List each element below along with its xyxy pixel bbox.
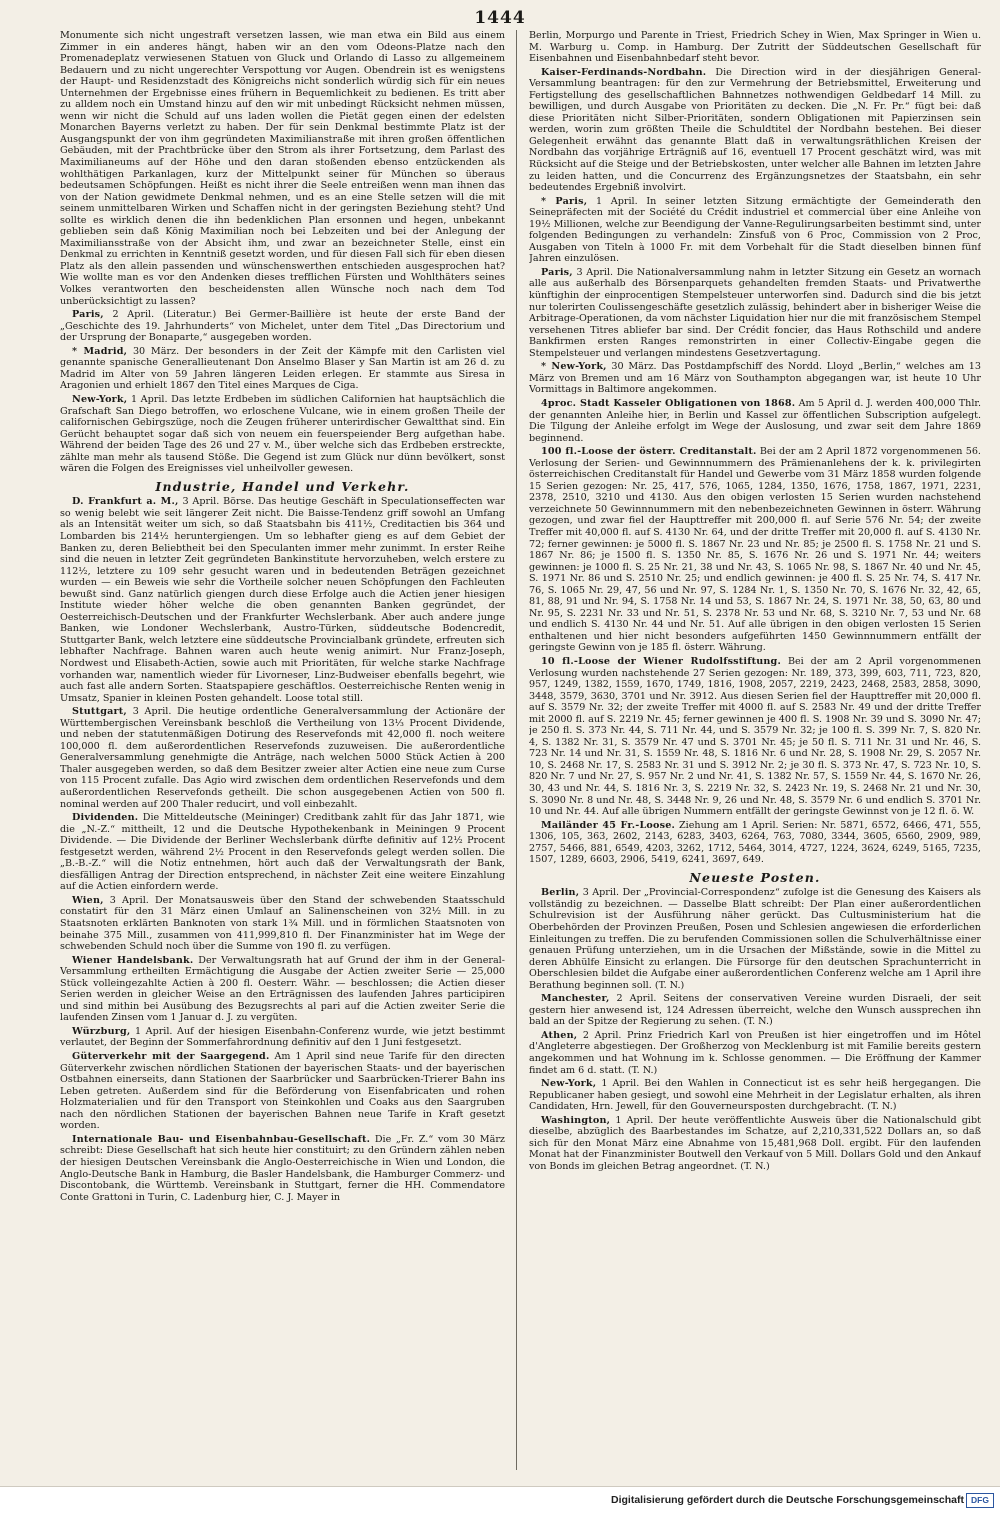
article-text: 2 April. Seitens der conservativen Vereine wurden Disraeli, der seit gestern hier anwesend ist, 124 Adressen überreicht, welche den Wunsch aussprechen ihn bald an der Spitze der Regierung zu sehen. (T. N.) [529, 993, 981, 1028]
dateline: Wiener Handelsbank. [72, 954, 194, 966]
article-newyork-wahlen [529, 1078, 981, 1113]
dateline: New-York, [541, 1078, 597, 1090]
article-washington [529, 1115, 981, 1173]
left-column [60, 30, 505, 1478]
article-text: 1 April. Der heute veröffentlichte Ausweis über die Nationalschuld gibt dieselbe, abzüglich des Baarbestandes im Schatze, auf 2,210,331,522 Dollars an, so daß sich für den Monat März eine Abnahme von 15,481,968 Doll. ergibt. Für den laufenden Monat hat der Finanzminister Boutwell den Verkauf von 5 Mill. Dollars Gold und den Ankauf von Bonds im gleichen Betrag angeordnet. (T. N.) [529, 1114, 981, 1172]
article-kassel [529, 398, 981, 444]
article-text: 30 März. Der besonders in der Zeit der Kämpfe mit den Carlisten viel genannte spanische Generallieutenant Don Anselmo Blaser y San Martin ist am 26 d. zu Madrid im Alter von 59 Jahren längeren Leiden erlegen. Er stammte aus Siresa in Aragonien und erhielt 1867 den Titel eines Marques de Ciga. [60, 345, 505, 392]
article-newyork-erdbeben [60, 394, 505, 475]
dateline: 4proc. Stadt Kasseler Obligationen von 1868. [541, 397, 796, 409]
article-text: Die Mitteldeutsche (Meininger) Creditbank zahlt für das Jahr 1871, wie die „N.-Z.“ mittheilt, 12 und die Deutsche Hypothekenbank in Meiningen 9 Procent Dividende. — Die Dividende der Berliner Wechslerbank dürfte definitiv auf 12½ Procent festgesetzt werden, während 2½ Procent in den Reservefonds gelegt werden sollen. Die „B.-B.-Z.“ will die Notiz entnehmen, hört auch daß der Verwaltungsrath der Bank, diesfälligen Antrag der Direction entsprechend, in nächster Zeit eine weitere Einzahlung auf die Actien einfordern werde. [60, 812, 505, 893]
article-wuerzburg [60, 1026, 505, 1049]
dateline: Mailänder 45 Fr.-Loose. [541, 819, 676, 831]
article-paris-anleihe [529, 196, 981, 265]
dateline: Würzburg, [72, 1025, 131, 1037]
article-text: 3 April. Börse. Das heutige Geschäft in Speculationseffecten war so wenig belebt wie seit längerer Zeit nicht. Die Baisse-Tendenz griff sowohl an Umfang als an Intensität weiter um sich, so daß Staatsbahn bis 411½, Creditactien bis 364 und Lombarden bis 214½ heruntergiengen. Um so lebhafter gieng es auf dem Gebiet der Banken zu, deren Beliebtheit bei den Speculanten immer mehr zunimmt. In erster Reihe sind die neuen in letzter Zeit gegründeten Bankinstitute hervorzuheben, welch erstere zu 112½, letztere zu 109 sehr gesucht waren und in bedeutenden Beträgen gezeichnet wurden — ein Beweis wie sehr die Vortheile solcher neuen Schöpfungen den Fachleuten bewußt sind. Ganz natürlich giengen durch diese Erfolge auch die Actien jener hiesigen Institute wieder höher welche die oben genannten Banken gegründet, der Oesterreichisch-Deutschen und der Frankfurter Wechslerbank. Aber auch andere junge Banken, wie Londoner Wechslerbank, Austro-Türken, süddeutsche Bodencredit, Stuttgarter Bank, welch letztere eine süddeutsche Provincialbank gründete, erfreuten sich lebhafter Nachfrage. Bahnen waren auch heute wenig animirt. Nur Franz-Joseph, Nordwest und Elisabeth-Actien, sowie auch mit Prioritäten, für welche starke Nachfrage vorhanden war, namentlich wieder für Livorneser, Linz-Budweiser ebenfalls begehrt, wie auch fast alle andern Sorten. Staatspapiere geschäftlos. Oesterreichische Renten wenig in Umsatz, Spanier in kleinen Posten gehandelt. Loose total still. [60, 496, 505, 704]
section-heading-neueste: Neueste Posten. [689, 869, 821, 885]
article-berlin [529, 887, 981, 991]
article-text: Ziehung am 1 April. Serien: Nr. 5871, 6572, 6466, 471, 555, 1306, 105, 363, 2602, 2143, 6283, 3403, 6264, 763, 7080, 3344, 3605, 6560, 2909, 989, 2757, 5466, 881, 6549, 4203, 3262, 1712, 5464, 3014, 4727, 1224, 3624, 6249, 5165, 7235, 1507, 1289, 6603, 2906, 5419, 6241, 3697, 649. [529, 819, 981, 866]
article-mailaender [529, 820, 981, 866]
dateline: Athen, [541, 1029, 578, 1041]
article-dividenden [60, 812, 505, 893]
article-text: 3 April. Die Nationalversammlung nahm in letzter Sitzung ein Gesetz an wornach alle aus außerhalb des Börsenparquets gehandelten fremden Staats- und Privatwerthe künftighin der einprocentigen Stempelsteuer unterworfen sind. Dadurch sind die bis jetzt nur tolerirten Coulissengeschäfte gesetzlich zulässig, behindert aber in bisheriger Weise die Arbitrage-Operationen, da vom nächster Liquidation hier nur die mit französischem Stempel versehenen Titres abliefer bar sind. Der Crédit foncier, das Haus Rothschild und andere Bankfirmen ersten Ranges remonstrirten in einer Collectiv-Eingabe gegen die Stempelsteuer und verlangen mindestens Gesetzvertagung. [529, 266, 981, 359]
footer-credit: Digitalisierung gefördert durch die Deutsche Forschungsgemeinschaft [611, 1494, 964, 1506]
article-monument-cont: Monumente sich nicht ungestraft versetzen lassen, wie man etwa ein Bild aus einem Zimmer in ein anderes hängt, haben wir an den vom Odeons-Platze nach den Promenadeplatz verwiesenen Statuen von Gluck und Orlando di Lasso zu allgemeinem Bedauern und zu nicht ungerechter Verspottung vor Augen. Obendrein ist es wenigstens der Haupt- und Residenzstadt des Königreichs nicht sonderlich würdig sich für ein neues Unternehmen der Ergebnisse eines frühern in Bequemlichkeit zu bedienen. Es tritt aber zu alldem noch ein Umstand hinzu auf den wir mit unbedingt Rücksicht nehmen müssen, wenn wir nicht die Schuld auf uns laden wollen die Pietät gegen einen der edelsten Monarchen Bayerns verletzt zu haben. Der für sein Denkmal bestimmte Platz ist der Ausgangspunkt der von ihm gegründeten Maximilianstraße mit ihren großen öffentlichen Gebäuden, mit der Prachtbrücke über den Strom als ihrer Fortsetzung, dem Parlast des Maximilianeums auf der Höhe und den daran stoßenden ebenso entzückenden als wohlthätigen Parkanlagen, kurz der Mittelpunkt seiner für München so überaus bedeutsamen Schöpfungen. Heißt es nicht ihrer die Seele entreißen wenn man ihnen das von der Nation gewidmete Denkmal nehmen, und es an eine Stelle setzen will die mit seinem unmittelbaren Wirken und Schaffen nicht in der geringsten Beziehung steht? Und sollte es wirklich denen die ihn bedenklichen Plan ersonnen und hegen, unbekannt geblieben sein daß König Maximilian noch bei Lebzeiten und bei der Anlegung der Maximiliansstraße von der Absicht ihm, und zwar an bezeichneter Stelle, einst ein Denkmal zu errichten in Kenntniß gesetzt worden, und für diesen Fall sich für eben diesen Platz als den allein passenden und wünschenswerthen entschieden ausgesprochen hat? Wie wollte man es vor den Andenken dieses trefflichen Fürsten und Wohlthäters seines Volkes verantworten den bescheidensten allen Wünsche noch nach dem Tod unberücksichtigt zu lassen? [60, 30, 505, 307]
article-text: Der Verwaltungsrath hat auf Grund der ihm in der General-Versammlung ertheilten Ermächtigung die Ausgabe der Actien zweiter Serie — 25,000 Stück volleingezahlte Actien à 200 fl. Oesterr. Währ. — beschlossen; die Actien dieser Serien werden in gleicher Weise an den Erträgnissen des laufenden Jahres participiren und sind mithin bei Ausübung des Bezugsrechts al pari auf die Actien zweiter Serie die laufenden Zinsen vom 1 Januar d. J. zu vergüten. [60, 954, 505, 1024]
article-text: Am 1 April sind neue Tarife für den directen Güterverkehr zwischen nördlichen Stationen der bayerischen Staats- und der bayerischen Ostbahnen einerseits, dann Stationen der Saarbrücker und Saarbrücken-Trierer Bahn ins Leben getreten. Außerdem sind für die Beförderung von Eisenfabricaten und rohen Holzmaterialien und für den Transport von Steinkohlen und Coaks aus den Saargruben nach den nördlichen Stationen der bayerischen Bahnen neue Tarife in Kraft gesetzt worden. [60, 1051, 505, 1132]
article-text: Am 5 April d. J. werden 400,000 Thlr. der genannten Anleihe hier, in Berlin und Kassel zur öffentlichen Subscription aufgelegt. Die Tilgung der Anleihe erfolgt im Wege der Auslosung, und zwar seit dem Jahre 1869 beginnend. [529, 397, 981, 444]
dateline: Berlin, [541, 887, 580, 899]
article-text: 3 April. Der „Provincial-Correspondenz“ zufolge ist die Genesung des Kaisers als vollständig zu bezeichnen. — Dasselbe Blatt schreibt: Der Plan einer außerordentlichen Schulrevision ist der Ausführung näher gerückt. Das Cultusministerium hat die Oberbehörden der Provinzen Preußen, Posen und Schlesien angewiesen die erforderlichen Einleitungen zu treffen. Die zu berufenden Commissionen sollen die Schulverhältnisse einer genauen Prüfung unterziehen, um in die Ursachen der Mißstände, sowie in die Mittel zu deren Abhülfe Einsicht zu erlangen. Die Fürsorge für den deutschen Sprachunterricht in Oberschlesien bildet die Aufgabe einer außerordentlichen Conferenz welche am 1 April ihre Berathung beginnen soll. (T. N.) [529, 887, 981, 991]
article-newyork-lloyd [529, 361, 981, 396]
article-rudolfsstiftung [529, 656, 981, 818]
right-column [529, 30, 981, 1478]
dateline: Dividenden. [72, 812, 139, 824]
article-intl-baugesellschaft [60, 1134, 505, 1203]
article-text: 1 April. In seiner letzten Sitzung ermächtigte der Gemeinderath den Seinepräfecten mit der Société du Crédit industriel et commercial über eine Anleihe von 19½ Millionen, welche zur Beendigung der Vanne-Regulirungsarbeiten bestimmt sind, unter folgenden Bedingungen zu verhandeln: Zinsfuß von 6 Proc, Commission von 2 Proc, Ausgaben von Titeln à 1000 Fr. mit dem Vorbehalt für die Stadt dieselben binnen fünf Jahren einzulösen. [529, 195, 981, 265]
article-intl-cont: Berlin, Morpurgo und Parente in Triest, Friedrich Schey in Wien, Max Springer in Wien u. M. Warburg u. Comp. in Hamburg. Der Zutritt der Süddeutschen Gesellschaft für Eisenbahnen und Eisenbahnbedarf steht bevor. [529, 30, 981, 65]
footer-bar [0, 1486, 1000, 1514]
dateline: Kaiser-Ferdinands-Nordbahn. [541, 66, 707, 78]
article-paris-stempel [529, 267, 981, 359]
article-text: Die Direction wird in der diesjährigen General-Versammlung beantragen: für den zur Vermehrung der Betriebsmittel, Erweiterung und Fertigstellung des gesellschaftlichen Bahnnetzes nothwendigen Geldbedarf 14 Mill. zu bewilligen, und durch Ausgabe von Prioritäten zu decken. Die „N. Fr. Pr.“ fügt bei: daß diese Prioritäten nicht Silber-Prioritäten, sondern Obligationen mit Papierzinsen sein werden, worin zum größten Theile die Schuldtitel der Nordbahn bestehen. Bei dieser Gelegenheit erwähnt das genannte Blatt daß in verwaltungsräthlichen Kreisen der Nordbahn das vorjährige Erträgniß auf 16, eventuell 17 Procent geschätzt wird, was mit Rücksicht auf die Steige und der Betriebskosten, unter welcher alle Bahnen im letzten Jahre zu leiden hatten, und die Concurrenz des Ergänzungsnetzes der Staatsbahn, ein sehr bedeutendes Ergebniß involvirt. [529, 66, 981, 194]
page-number: 1444 [474, 8, 526, 28]
article-text: 2 April. Prinz Friedrich Karl von Preußen ist hier eingetroffen und im Hôtel d'Angleterre abgestiegen. Der Großherzog von Mecklenburg ist mit Familie bereits gestern angekommen und hat Wohnung im k. Schlosse genommen. — Die Eröffnung der Kammer findet am 6 d. statt. (T. N.) [529, 1029, 981, 1076]
article-athen [529, 1030, 981, 1076]
dateline: * Paris, [541, 195, 588, 207]
article-text: 30 März. Das Postdampfschiff des Nordd. Lloyd „Berlin,“ welches am 13 März von Bremen und am 16 März von Southampton abgegangen war, ist heute 10 Uhr Vormittags in Baltimore angekommen. [529, 361, 981, 396]
dateline: * Madrid, [72, 345, 128, 357]
dateline: Internationale Bau- und Eisenbahnbau-Gesellschaft. [72, 1133, 371, 1145]
article-handelsbank [60, 955, 505, 1024]
dateline: New-York, [72, 393, 128, 405]
dateline: Paris, [541, 266, 573, 278]
article-manchester [529, 993, 981, 1028]
article-paris-literatur [60, 309, 505, 344]
dateline: Wien, [72, 894, 104, 906]
article-text: Bei der am 2 April 1872 vorgenommenen 56. Verlosung der Serien- und Gewinnnummern des Prämienanlehens der k. k. privilegirten österreichischen Creditanstalt für Handel und Gewerbe vom 31 März 1858 wurden folgende 15 Serien gezogen: Nr. 25, 417, 576, 1065, 1284, 1350, 1676, 1758, 1867, 1971, 2231, 2378, 2510, 3210 und 4130. Aus den obigen verlosten 15 Serien wurden nachstehend verzeichnete 50 Gewinnnummern mit den nebenbezeichneten Gewinnen in österr. Währung gezogen, und zwar fiel der Haupttreffer mit 200,000 fl. auf Serie 576 Nr. 54; der zweite Treffer mit 40,000 fl. auf S. 4130 Nr. 64, und der dritte Treffer mit 20,000 fl. auf S. 4130 Nr. 72; ferner gewinnen: je 5000 fl. S. 1867 Nr. 23 und Nr. 85; je 2500 fl. S. 1758 Nr. 21 und S. 1867 Nr. 86; je 1500 fl. S. 1350 Nr. 85, S. 1676 Nr. 26 und S. 1971 Nr. 44; weiters gewinnen: je 1000 fl. S. 25 Nr. 21, 38 und Nr. 43, S. 1065 Nr. 98, S. 1867 Nr. 40 und Nr. 45, S. 1971 Nr. 86 und S. 2510 Nr. 25; und endlich gewinnen: je 400 fl. S. 25 Nr. 74, S. 417 Nr. 76, S. 1065 Nr. 29, 47, 56 und Nr. 97, S. 1284 Nr. 1, S. 1350 Nr. 70, S. 1676 Nr. 32, 42, 65, 81, 88, 91 und Nr. 94, S. 1758 Nr. 14 und 53, S. 1867 Nr. 24, S. 1971 Nr. 38, 50, 63, 80 und Nr. 95, S. 2231 Nr. 33 und Nr. 51, S. 2378 Nr. 53 und Nr. 68, S. 3210 Nr. 7, 53 und Nr. 68 und endlich S. 4130 Nr. 44 und Nr. 51. Auf alle übrigen in den obigen verlosten 15 Serien enthaltenen und hier nicht besonders aufgeführten 1450 Gewinnnummern entfällt der geringste Gewinn von je 185 fl. österr. Währung. [529, 446, 981, 654]
column-rule [516, 30, 517, 1470]
dfg-logo-icon: DFG [966, 1493, 994, 1508]
article-text: 1 April. Das letzte Erdbeben im südlichen Californien hat hauptsächlich die Grafschaft San Diego betroffen, wo erloschene Vulcane, wie in einem großen Theile der californischen Gebirgszüge, noch die Zeugen früherer unterirdischer Gewaltthat sind. Ein Gerücht behauptet sogar daß sich von neuem ein feuerspeiender Berg aufgethan habe. Während der beiden Tage des 26 und 27 v. M., über welche sich das Erdbeben erstreckte, zählte man mehr als tausend Stöße. Die Gegend ist zum Glück nur dünn bevölkert, sonst wären die Folgen des Ereignisses viel unheilvoller gewesen. [60, 393, 505, 475]
dateline: 100 fl.-Loose der österr. Creditanstalt. [541, 446, 757, 458]
dateline: Paris, [72, 309, 104, 321]
dateline: Stuttgart, [72, 706, 127, 718]
dateline: Güterverkehr mit der Saargegend. [72, 1051, 270, 1063]
article-text: 3 April. Die heutige ordentliche Generalversammlung der Actionäre der Württembergischen Vereinsbank beschloß die Vertheilung von 13⅓ Procent Dividende, und neben der statutenmäßigen Dotirung des Reservefonds mit 42,000 fl. noch weitere 100,000 fl. dem außerordentlichen Reservefonds zuzuweisen. Die außerordentliche Generalversammlung genehmigte die Anträge, nach welchen 5000 Stück Actien à 200 Thaler ausgegeben werden, so daß dem Besitzer zweier alter Actien eine neue zum Curse von 115 Procent zufalle. Das Agio wird zwischen dem ordentlichen Reservefonds und dem außerordentlichen Reservefonds getheilt. Die schon ausgegebenen Actien von 500 fl. nominal werden auf 200 Thaler reducirt, und voll einbezahlt. [60, 706, 505, 810]
article-text: 1 April. Auf der hiesigen Eisenbahn-Conferenz wurde, wie jetzt bestimmt verlautet, der Beginn der Sommerfahrordnung definitiv auf den 1 Juni festgesetzt. [60, 1025, 505, 1049]
article-creditanstalt [529, 446, 981, 654]
article-text: Die „Fr. Z.“ vom 30 März schreibt: Diese Gesellschaft hat sich heute hier constituirt; zu den Gründern zählen neben der hiesigen Deutschen Vereinsbank die Anglo-Oesterreichische in Wien und London, die Anglo-Deutsche Bank in Hamburg, die Basler Handelsbank, die Hamburger Commerz- und Discontobank, die Württemb. Vereinsbank in Stuttgart, ferner die HH. Commendatore Conte Grattoni in Turin, C. Ladenburg hier, C. J. Mayer in [60, 1133, 505, 1203]
article-text: 2 April. (Literatur.) Bei Germer-Baillière ist heute der erste Band der „Geschichte des 19. Jahrhunderts“ von Michelet, unter dem Titel „Das Directorium und der Ursprung der Bonaparte,“ ausgegeben worden. [60, 309, 505, 344]
article-madrid [60, 346, 505, 392]
article-gueterverkehr [60, 1051, 505, 1132]
dateline: D. Frankfurt a. M., [72, 496, 179, 508]
dateline: Washington, [541, 1114, 611, 1126]
dateline: 10 fl.-Loose der Wiener Rudolfsstiftung. [541, 655, 782, 667]
article-text: 3 April. Der Monatsausweis über den Stand der schwebenden Staatsschuld constatirt für den 31 März einen Umlauf an Salinenscheinen von 32½ Mill. in zu Staatsnoten erklärten Banknoten von stark 1¾ Mill. und in förmlichen Staatsnoten von beinahe 375 Mill., zusammen von 411,999,810 fl. Der Finanzminister hat im Wege der schwebenden Schuld noch über die Summe von 190 fl. zu verfügen. [60, 894, 505, 953]
section-heading-industrie: Industrie, Handel und Verkehr. [155, 478, 410, 494]
article-text: Bei der am 2 April vorgenommenen Verlosung wurden nachstehende 27 Serien gezogen: Nr. 189, 373, 399, 603, 711, 723, 820, 957, 1249, 1382, 1559, 1670, 1749, 1816, 1908, 2057, 2219, 2423, 2468, 2583, 2858, 3090, 3448, 3579, 3630, 3701 und Nr. 3912. Aus diesen Serien fiel der Haupttreffer mit 20,000 fl. auf S. 3579 Nr. 32; der zweite Treffer mit 4000 fl. auf S. 2583 Nr. 49 und der dritte Treffer mit 2000 fl. auf S. 2219 Nr. 45; ferner gewinnen je 400 fl. S. 1908 Nr. 39 und S. 3090 Nr. 47; je 250 fl. S. 373 Nr. 44, S. 711 Nr. 44, und S. 3579 Nr. 32; je 100 fl. S. 399 Nr. 7, S. 820 Nr. 4, S. 1382 Nr. 31, S. 3579 Nr. 47 und S. 3701 Nr. 45; je 50 fl. S. 711 Nr. 31 und Nr. 46, S. 723 Nr. 14 und Nr. 31, S. 1559 Nr. 48, S. 1816 Nr. 6 und Nr. 28, S. 1908 Nr. 29, S. 2057 Nr. 10, S. 2468 Nr. 17, S. 2583 Nr. 31 und S. 3912 Nr. 2; je 30 fl. S. 373 Nr. 47, S. 723 Nr. 10, S. 820 Nr. 7 und Nr. 27, S. 957 Nr. 2 und Nr. 41, S. 1382 Nr. 57, S. 1559 Nr. 44, S. 1670 Nr. 26, 30, 43 und Nr. 44, S. 1816 Nr. 3, S. 2219 Nr. 32, S. 2423 Nr. 19, S. 2468 Nr. 21 und Nr. 30, S. 3090 Nr. 8 und Nr. 48, S. 3448 Nr. 9, 26 und Nr. 48, S. 3579 Nr. 6 und endlich S. 3701 Nr. 10 und Nr. 44. Auf alle übrigen Nummern entfällt der geringste Gewinnst von je 12 fl. ö. W. [529, 655, 981, 818]
article-stuttgart [60, 706, 505, 810]
article-nordbahn [529, 67, 981, 194]
dateline: * New-York, [541, 361, 607, 373]
article-frankfurt [60, 496, 505, 704]
dateline: Manchester, [541, 993, 610, 1005]
article-text: 1 April. Bei den Wahlen in Connecticut ist es sehr heiß hergegangen. Die Republicaner haben gesiegt, und sowohl eine Mehrheit in der Legislatur erhalten, als ihren Candidaten, Hrn. Jewell, für den Gouverneursposten durchgebracht. (T. N.) [529, 1078, 981, 1113]
article-wien [60, 895, 505, 953]
